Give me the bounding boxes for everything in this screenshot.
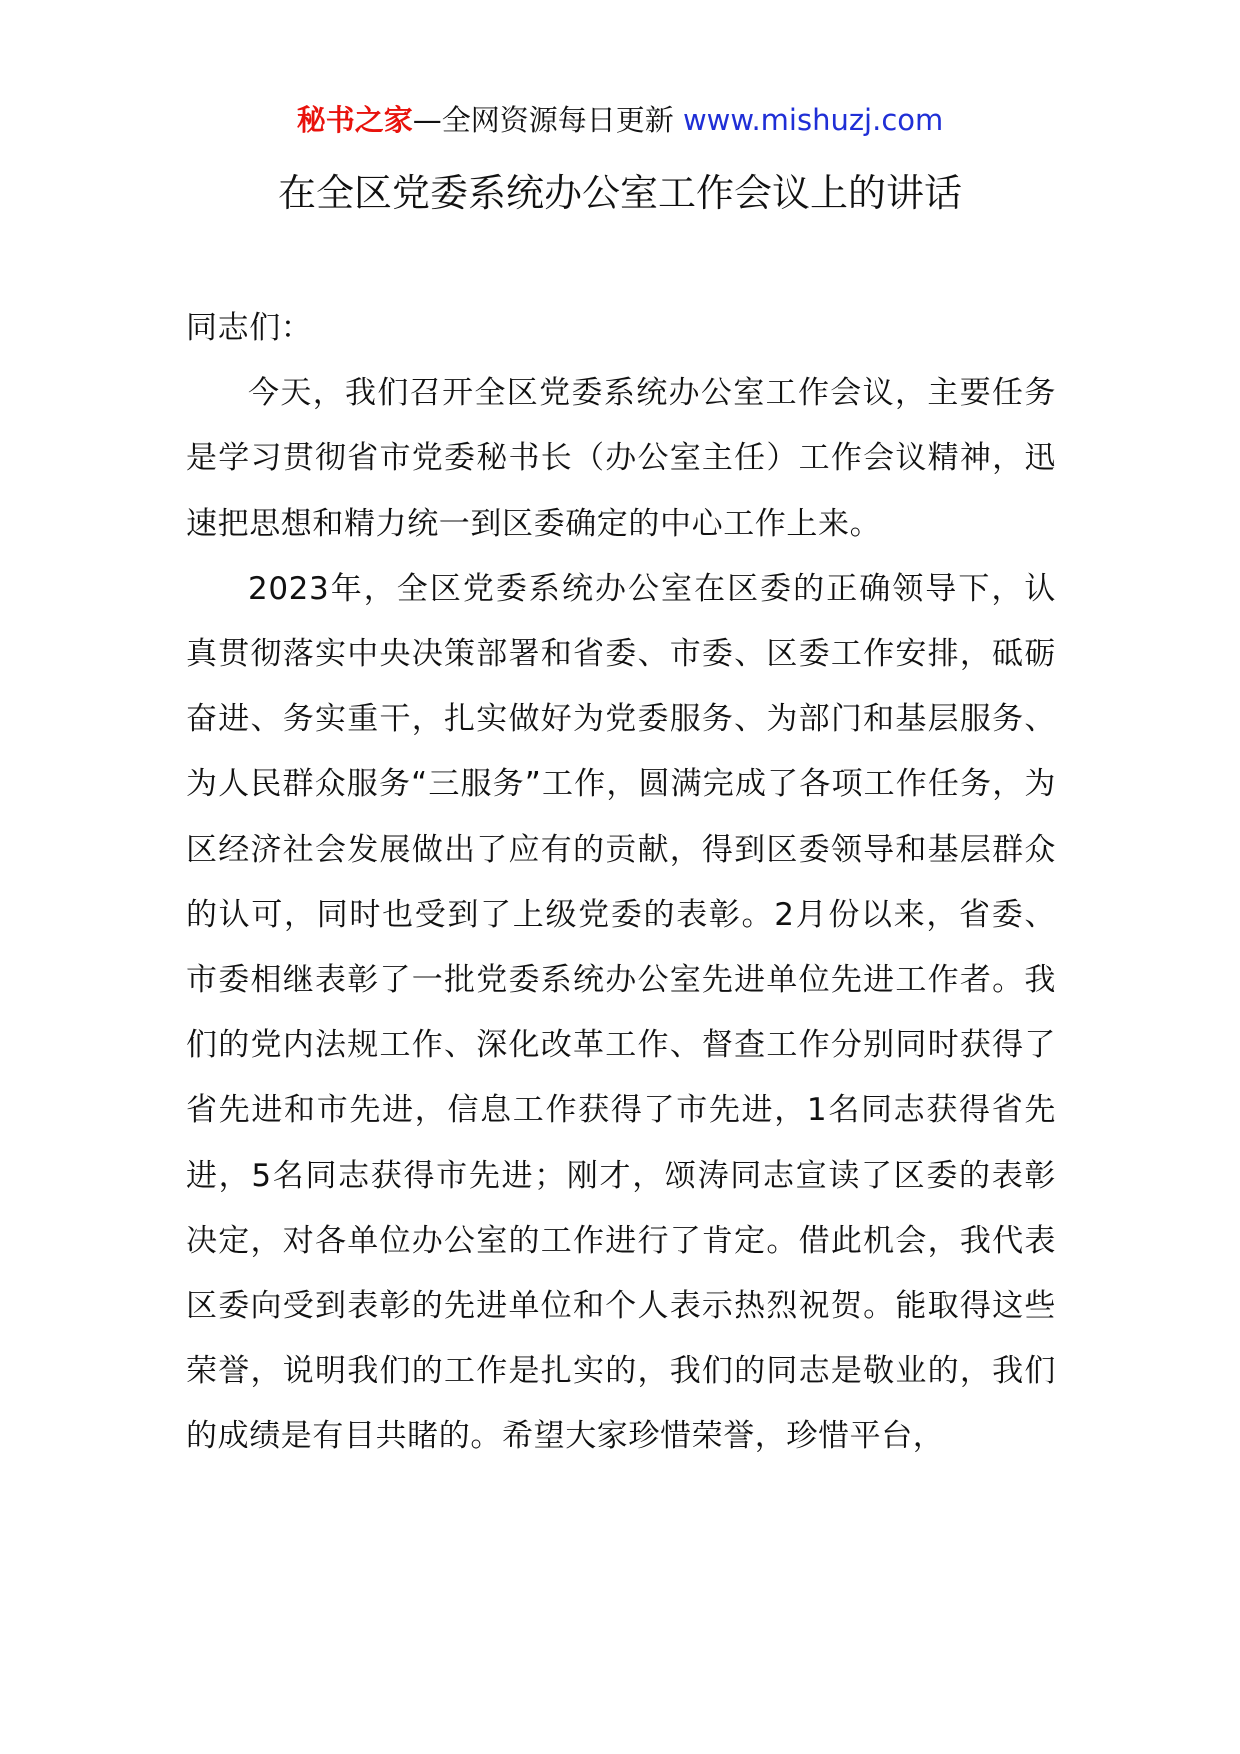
brand-name: 秘书之家 [296,103,413,137]
paragraph: 2023年，全区党委系统办公室在区委的正确领导下，认真贯彻落实中央决策部署和省委、市委、区委工作安排，砥砺奋进、务实重干，扎实做好为党委服务、为部门和基层服务、为人民群众服务“三服务”工作，圆满完成了各项工作任务，为区经济社会发展做出了应有的贡献，得到区委领导和基层群众的认可，同时也受到了上级党委的表彰。2月份以来，省委、市委相继表彰了一批党委系统办公室先进单位先进工作者。我们的党内法规工作、深化改革工作、督查工作分别同时获得了省先进和市先进，信息工作获得了市先进，1名同志获得省先进，5名同志获得市先进；刚才，颂涛同志宣读了区委的表彰决定，对各单位办公室的工作进行了肯定。借此机会，我代表区委向受到表彰的先进单位和个人表示热烈祝贺。能取得这些荣誉，说明我们的工作是扎实的，我们的同志是敬业的，我们的成绩是有目共睹的。希望大家珍惜荣誉，珍惜平台， [186,570,1056,1455]
document-title: 在全区党委系统办公室工作会议上的讲话 [277,171,962,215]
salutation: 同志们： [186,310,313,346]
site-header [0,100,1240,140]
document-body [186,296,1056,1470]
site-slogan: —全网资源每日更新 [412,103,674,137]
paragraph: 今天，我们召开全区党委系统办公室工作会议，主要任务是学习贯彻省市党委秘书长（办公室主任）工作会议精神，迅速把思想和精力统一到区委确定的中心工作上来。 [186,375,1056,542]
site-url-link[interactable]: www.mishuzj.com [682,103,944,137]
